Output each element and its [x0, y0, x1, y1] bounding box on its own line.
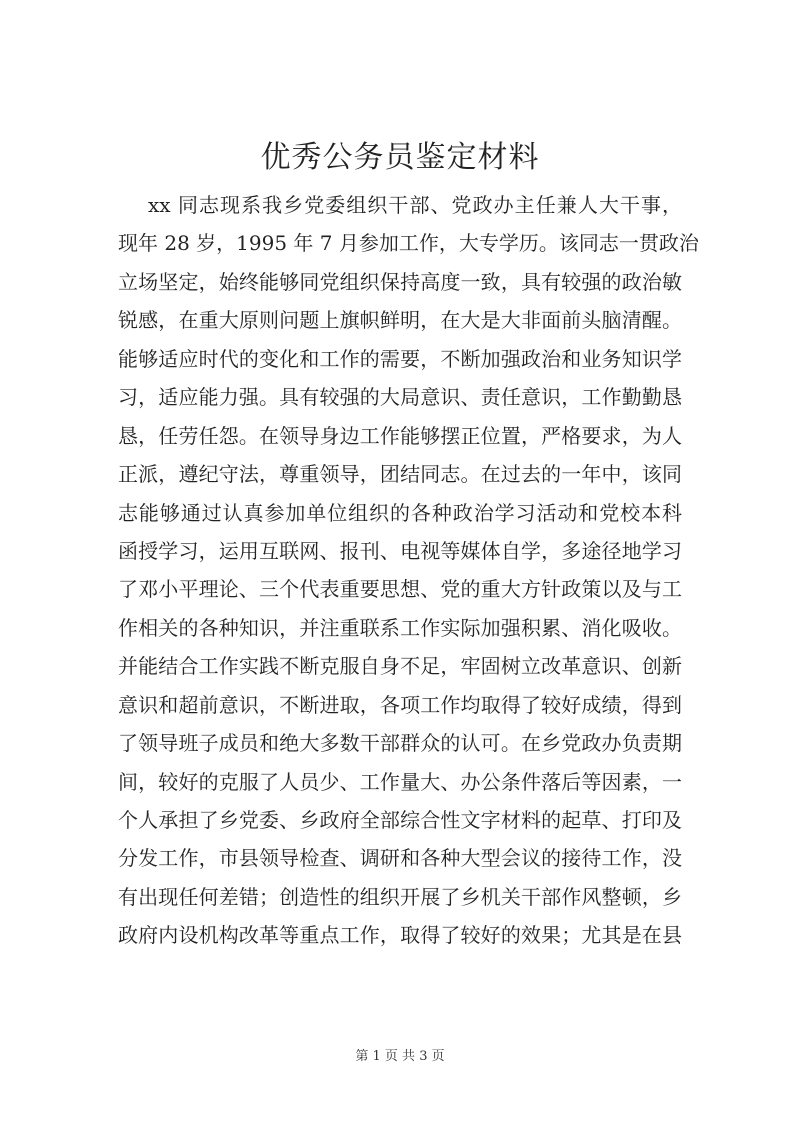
paragraph-line: 锐感，在重大原则问题上旗帜鲜明，在大是大非面前头脑清醒。: [118, 308, 682, 333]
paragraph-line: xx 同志现系我乡党委组织干部、党政办主任兼人大干事，: [148, 193, 682, 217]
document-body: [118, 186, 699, 955]
page-footer: 第 1 页 共 3 页: [355, 1049, 445, 1064]
paragraph-line: 习，适应能力强。具有较强的大局意识、责任意识，工作勤勤恳: [118, 385, 682, 410]
paragraph-line: 间，较好的克服了人员少、工作量大、办公条件落后等因素，一: [118, 769, 682, 794]
paragraph-line: 政府内设机构改革等重点工作，取得了较好的效果；尤其是在县: [118, 923, 682, 948]
paragraph-line: 意识和超前意识，不断进取，各项工作均取得了较好成绩，得到: [118, 692, 682, 717]
paragraph-line: 正派，遵纪守法，尊重领导，团结同志。在过去的一年中，该同: [118, 462, 682, 487]
paragraph-line: 志能够通过认真参加单位组织的各种政治学习活动和党校本科: [118, 500, 682, 525]
paragraph-line: 能够适应时代的变化和工作的需要，不断加强政治和业务知识学: [118, 346, 682, 371]
document-title: 优秀公务员鉴定材料: [260, 140, 540, 175]
paragraph-line: 函授学习，运用互联网、报刊、电视等媒体自学，多途径地学习: [118, 538, 682, 563]
paragraph-line: 有出现任何差错；创造性的组织开展了乡机关干部作风整顿，乡: [118, 884, 682, 909]
paragraph-line: 了领导班子成员和绝大多数干部群众的认可。在乡党政办负责期: [118, 731, 682, 756]
paragraph-line: 了邓小平理论、三个代表重要思想、党的重大方针政策以及与工: [118, 577, 682, 602]
paragraph-line: 现年 28 岁，1995 年 7 月参加工作，大专学历。该同志一贯政治: [118, 231, 699, 256]
paragraph-line: 恳，任劳任怨。在领导身边工作能够摆正位置，严格要求，为人: [118, 423, 682, 448]
paragraph-line: 并能结合工作实践不断克服自身不足，牢固树立改革意识、创新: [118, 654, 682, 679]
paragraph-line: 分发工作，市县领导检查、调研和各种大型会议的接待工作，没: [118, 846, 682, 871]
paragraph-line: 个人承担了乡党委、乡政府全部综合性文字材料的起草、打印及: [118, 808, 682, 832]
paragraph-line: 立场坚定，始终能够同党组织保持高度一致，具有较强的政治敏: [118, 269, 682, 294]
paragraph-line: 作相关的各种知识，并注重联系工作实际加强积累、消化吸收。: [118, 615, 682, 640]
